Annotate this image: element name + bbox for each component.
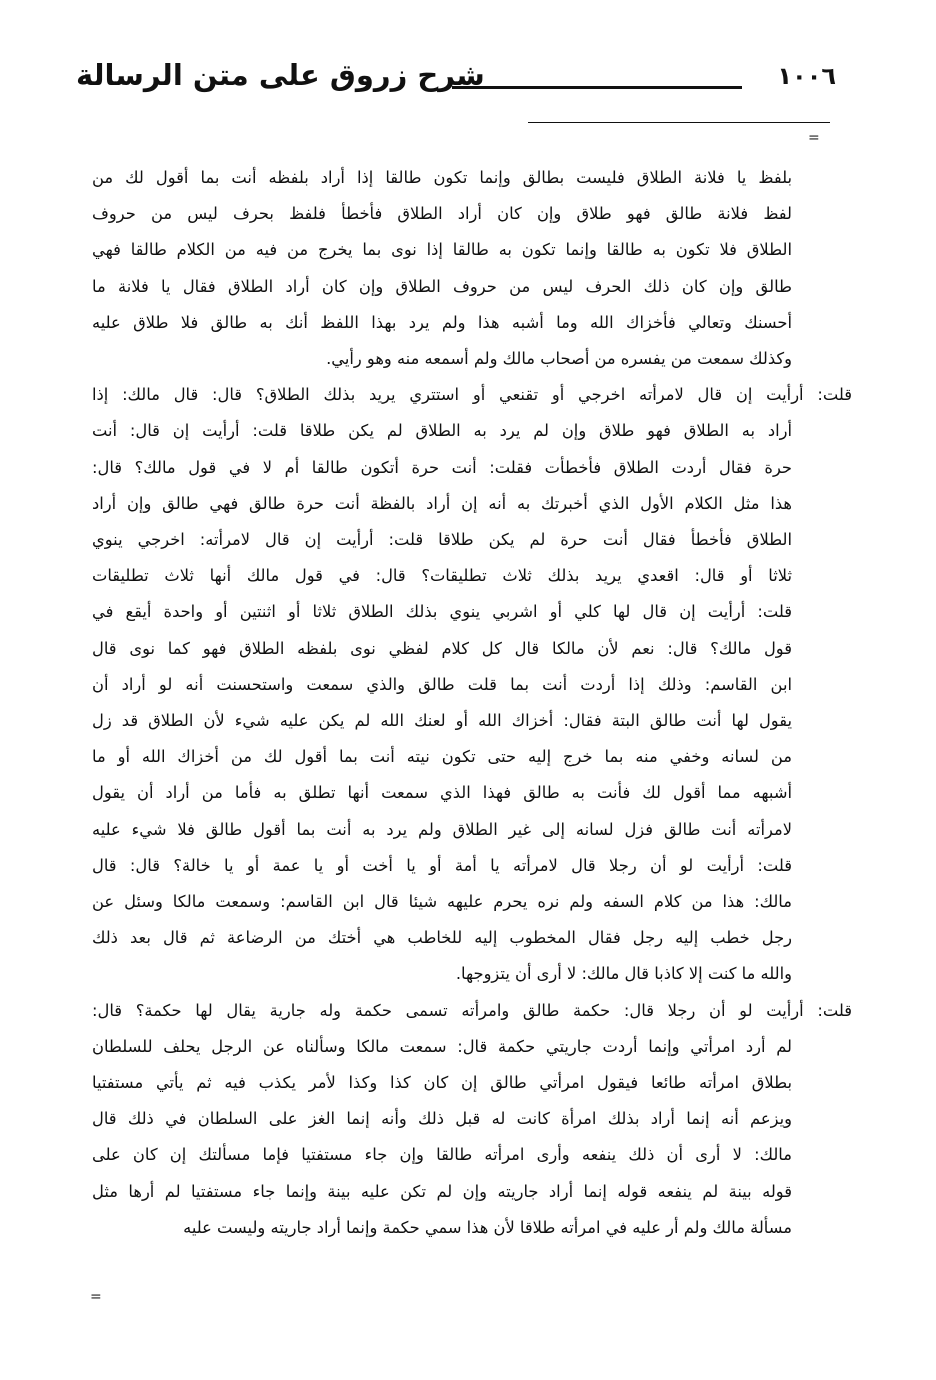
footnote-separator-rule (528, 122, 830, 123)
text-line: مسألة مالك ولم أر عليه في امرأته طلاقا لأن هذا سمي حكمة وإنما أراد جاريته وليست عليه (183, 1217, 792, 1237)
text-line: أشبهه مما أقول لك فأنت به طالق فهذا الذي سمعت أنها تطلق به فأما من أراد أن يقول (92, 783, 792, 803)
text-line: أراد به الطلاق فهو طلاق وإن لم يرد به الطلاق لم يكن طلاقا قلت: أرأيت إن قال: أنت (92, 421, 792, 441)
text-line: هذا مثل الكلام الأول الذي أخبرتك به أنه إن أراد بالفظة أنت حرة طالق فهي طالق وإن أراد (92, 493, 792, 513)
text-line: مالك: هذا من كلام السفه ولم نره يحرم عليهه شيئا قال ابن القاسم: وسمعت مالكا وسئل عن (92, 892, 792, 912)
text-line: من لسانه وخفي منه بما خرج إليه حتى تكون نيته أنت بما أقول لك من أخزاك الله أو ما (92, 747, 792, 767)
text-line: قوله بينة لم ينفعه قوله إنما أراد جاريته وإن لم تكن عليه بينة وإنما جاء مستفتيا لم أرها مثل (92, 1181, 792, 1201)
paragraph-3 (72, 993, 852, 1246)
text-line: ابن القاسم: وذلك إذا أردت أنت بما قلت طالق والذي سمعت واستحسنت أنه لو أراد أن (92, 674, 792, 694)
text-line: رجل خطب إليه رجل فقال المخطوب إليه للخاطب هي أختك من الرضاعة ثم قال بعد ذلك (92, 928, 792, 948)
text-line: لفظ فلانة طالق فهو طلاق وإن كان أراد الطلاق فأخطأ فلفظ بحرف ليس من حروف (92, 204, 792, 224)
continuation-mark-bottom: = (90, 1289, 102, 1305)
text-line: لم أرد امرأتي وإنما أردت جاريتي حكمة قال: سمعت مالكا وسألناه عن الرجل يحلف للسلطان (92, 1036, 792, 1056)
continuation-mark-top: = (808, 130, 820, 146)
main-text (72, 160, 852, 1246)
text-line: لامرأته أنت طالق فزل لسانه إلى غير الطلاق ولم يرد به أنت بما أقول طالق فلا شيء عليه (92, 819, 792, 839)
text-line: والله ما كنت إلا كاذبا قال مالك: لا أرى أن يتزوجها. (455, 964, 792, 984)
text-line: يقول لها أنت طالق البتة فقال: أخزاك الله أو لعنك الله لم يكن عليه شيء لأن الطلاق قد زل (92, 711, 792, 731)
text-line: بلفظ يا فلانة الطلاق فليست بطالق وإنما تكون طالقا إذا أراد بلفظه أنت بما أقول لك من (92, 168, 792, 187)
header-rule (452, 86, 742, 89)
text-line: قلت: أرأيت إن قال لامرأته اخرجي أو تقنعي أو استتري يريد بذلك الطلاق؟ قال: قال مالك: إذا (92, 385, 852, 405)
text-line: بطلاق امرأته طائعا فيقول امرأتي طالق إن كان كذا وكذا لأمر يكذب فيه ثم يأتي مستفتيا (92, 1073, 792, 1093)
text-line: ثلاثا أو قال: اقعدي يريد بذلك ثلاث تطليقات؟ قال: في قول مالك أنها ثلاث تطليقات (92, 566, 792, 586)
text-line: طالق وإن كان ذلك الحرف ليس من حروف الطلاق وإن كان أراد الطلاق فقال يا فلانة ما (92, 276, 792, 296)
page-number: ١٠٠٦ (777, 62, 836, 90)
text-line: أحسنك وتعالي فأخزاك الله وما أشبه هذا ولم يرد بهذا اللفظ أنك به طالق فلا طلاق عليه (92, 312, 792, 332)
text-line: قلت: أرأيت لو أن رجلا قال لامرأته يا أمة أو يا أخت أو يا عمة أو يا خالة؟ قال: قال (92, 855, 792, 875)
text-line: قلت: أرأيت إن قال لها كلي أو اشربي ينوي بذلك الطلاق ثلاثا أو اثنتين أو واحدة أيقع في (92, 602, 792, 622)
paragraph-1 (72, 160, 852, 377)
page-header (70, 58, 840, 108)
text-line: الطلاق فأخطأ فقال أنت حرة لم يكن طلاقا قلت: أرأيت إن قال لامرأته: اخرجي ينوي (92, 530, 792, 550)
paragraph-2 (72, 377, 852, 992)
text-line: حرة فقال أردت الطلاق فأخطأت فقلت: أنت حرة أتكون طالقا أم لا في قول مالك؟ قال: (92, 457, 792, 477)
text-line: قول مالك؟ قال: نعم لأن مالكا قال كل كلام لفظي نوى بلفظه الطلاق فهو كما نوى قال (92, 638, 792, 658)
text-line: ويزعم أنه إنما أراد بذلك امرأة كانت له قبل ذلك وأنه إنما الغز على السلطان في ذلك قال (92, 1109, 792, 1129)
text-line: وكذلك سمعت من يفسره من أصحاب مالك ولم أسمعه منه وهو رأيي. (326, 349, 792, 369)
running-title: شرح زروق على متن الرسالة (76, 58, 485, 92)
text-line: مالك: لا أرى أن ذلك ينفعه وأرى امرأته طالقا وإن جاء مستفتيا فإما مسألتك إن كان على (92, 1145, 792, 1165)
text-line: الطلاق فلا تكون به طالقا وإنما تكون به طالقا إذا نوى بما يخرج من فيه من الكلام طالقا فهي (92, 240, 792, 260)
text-line: قلت: أرأيت لو أن رجلا قال: حكمة طالق وامرأته تسمى حكمة وله جارية يقال لها حكمة؟ قال: (92, 1000, 852, 1020)
